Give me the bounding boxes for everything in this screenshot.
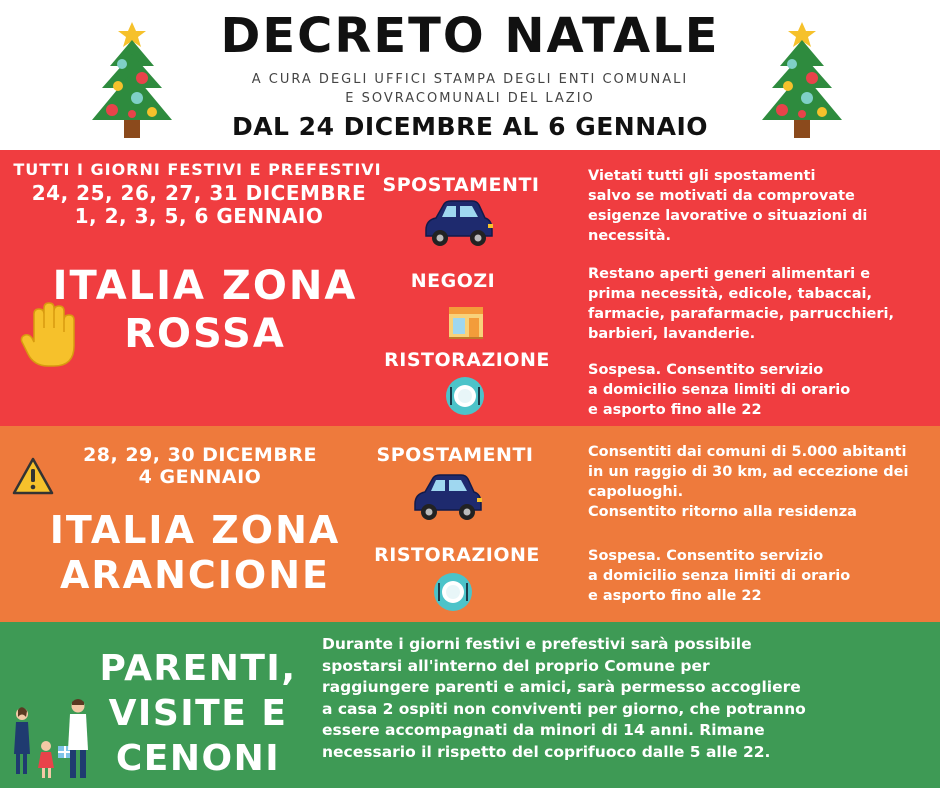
car-icon xyxy=(407,470,485,522)
description-line: Restano aperti generi alimentari e xyxy=(588,266,871,282)
description-line: Consentiti dai comuni di 5.000 abitanti xyxy=(588,444,907,460)
family-gift-icon xyxy=(8,684,94,784)
description-line: farmacie, parafarmacie, parrucchieri, xyxy=(588,306,895,322)
text-line: necessario il rispetto del coprifuoco dalle 5 alle 22. xyxy=(322,742,771,761)
description-line: necessità. xyxy=(588,228,672,244)
title-line: VISITE E xyxy=(108,693,288,734)
category-label-ristorazione: RISTORAZIONE xyxy=(384,349,550,371)
description-line: in un raggio di 30 km, ad eccezione dei xyxy=(588,464,909,480)
description-line: salvo se motivati da comprovate xyxy=(588,188,855,204)
plate-icon xyxy=(433,572,473,612)
family-section-text xyxy=(322,634,806,763)
subtitle-line: E SOVRACOMUNALI DEL LAZIO xyxy=(345,91,595,106)
date-range: DAL 24 DICEMBRE AL 6 GENNAIO xyxy=(231,112,709,141)
description-line: esigenze lavorative o situazioni di xyxy=(588,208,868,224)
dates-line: 4 GENNAIO xyxy=(138,466,262,488)
stop-hand-icon xyxy=(20,300,78,370)
family-section-title xyxy=(88,646,308,781)
dates-line: 24, 25, 26, 27, 31 DICEMBRE xyxy=(31,181,367,205)
text-line: a casa 2 ospiti non conviventi per giorno, che potranno xyxy=(322,699,806,718)
car-icon xyxy=(418,196,496,248)
description-spostamenti xyxy=(588,442,908,522)
text-line: raggiungere parenti e amici, sarà permesso accogliere xyxy=(322,678,801,696)
header xyxy=(0,0,940,150)
warning-icon xyxy=(12,456,54,496)
category-label-negozi: NEGOZI xyxy=(410,270,496,292)
text-line: essere accompagnati da minori di 14 anni. Rimane xyxy=(322,721,765,739)
category-label-spostamenti: SPOSTAMENTI xyxy=(382,174,540,196)
description-line: barbieri, lavanderie. xyxy=(588,326,756,342)
description-line: Vietati tutti gli spostamenti xyxy=(588,168,816,184)
text-line: spostarsi all'interno del proprio Comune per xyxy=(322,656,710,675)
description-line: e asporto fino alle 22 xyxy=(588,588,762,604)
subtitle-line: A CURA DEGLI UFFICI STAMPA DEGLI ENTI COMUNALI xyxy=(251,72,689,87)
title-line: PARENTI, xyxy=(99,648,297,689)
description-ristorazione xyxy=(588,360,850,420)
plate-icon xyxy=(445,376,485,416)
description-line: a domicilio senza limiti di orario xyxy=(588,568,851,584)
description-spostamenti xyxy=(588,166,867,246)
dates-line: 28, 29, 30 DICEMBRE xyxy=(83,444,317,466)
text-line: Durante i giorni festivi e prefestivi sarà possibile xyxy=(322,635,752,653)
category-label-spostamenti: SPOSTAMENTI xyxy=(376,444,534,466)
description-negozi xyxy=(588,264,894,344)
description-line: Consentito ritorno alla residenza xyxy=(588,504,857,520)
description-ristorazione xyxy=(588,546,850,606)
title-line: CENONI xyxy=(115,738,281,779)
page-title: DECRETO NATALE xyxy=(220,8,720,64)
zone-title-line: ROSSA xyxy=(124,311,286,357)
zone-title-line: ARANCIONE xyxy=(60,553,330,597)
category-label-ristorazione: RISTORAZIONE xyxy=(374,544,540,566)
shop-icon xyxy=(446,304,486,342)
orange-zone-title xyxy=(30,508,360,598)
subtitle xyxy=(0,70,940,108)
description-line: a domicilio senza limiti di orario xyxy=(588,382,851,398)
orange-zone-dates xyxy=(50,444,350,488)
zone-title-line: ITALIA ZONA xyxy=(49,508,341,552)
description-line: Sospesa. Consentito servizio xyxy=(588,548,824,564)
zone-title-line: ITALIA ZONA xyxy=(52,263,358,309)
family-section xyxy=(0,622,940,788)
days-heading: TUTTI I GIORNI FESTIVI E PREFESTIVI xyxy=(13,160,382,179)
description-line: prima necessità, edicole, tabaccai, xyxy=(588,286,872,302)
red-zone-title xyxy=(40,262,370,358)
dates-line: 1, 2, 3, 5, 6 GENNAIO xyxy=(74,204,324,228)
description-line: e asporto fino alle 22 xyxy=(588,402,762,418)
red-zone-dates xyxy=(0,182,398,228)
description-line: Sospesa. Consentito servizio xyxy=(588,362,824,378)
description-line: capoluoghi. xyxy=(588,484,684,500)
